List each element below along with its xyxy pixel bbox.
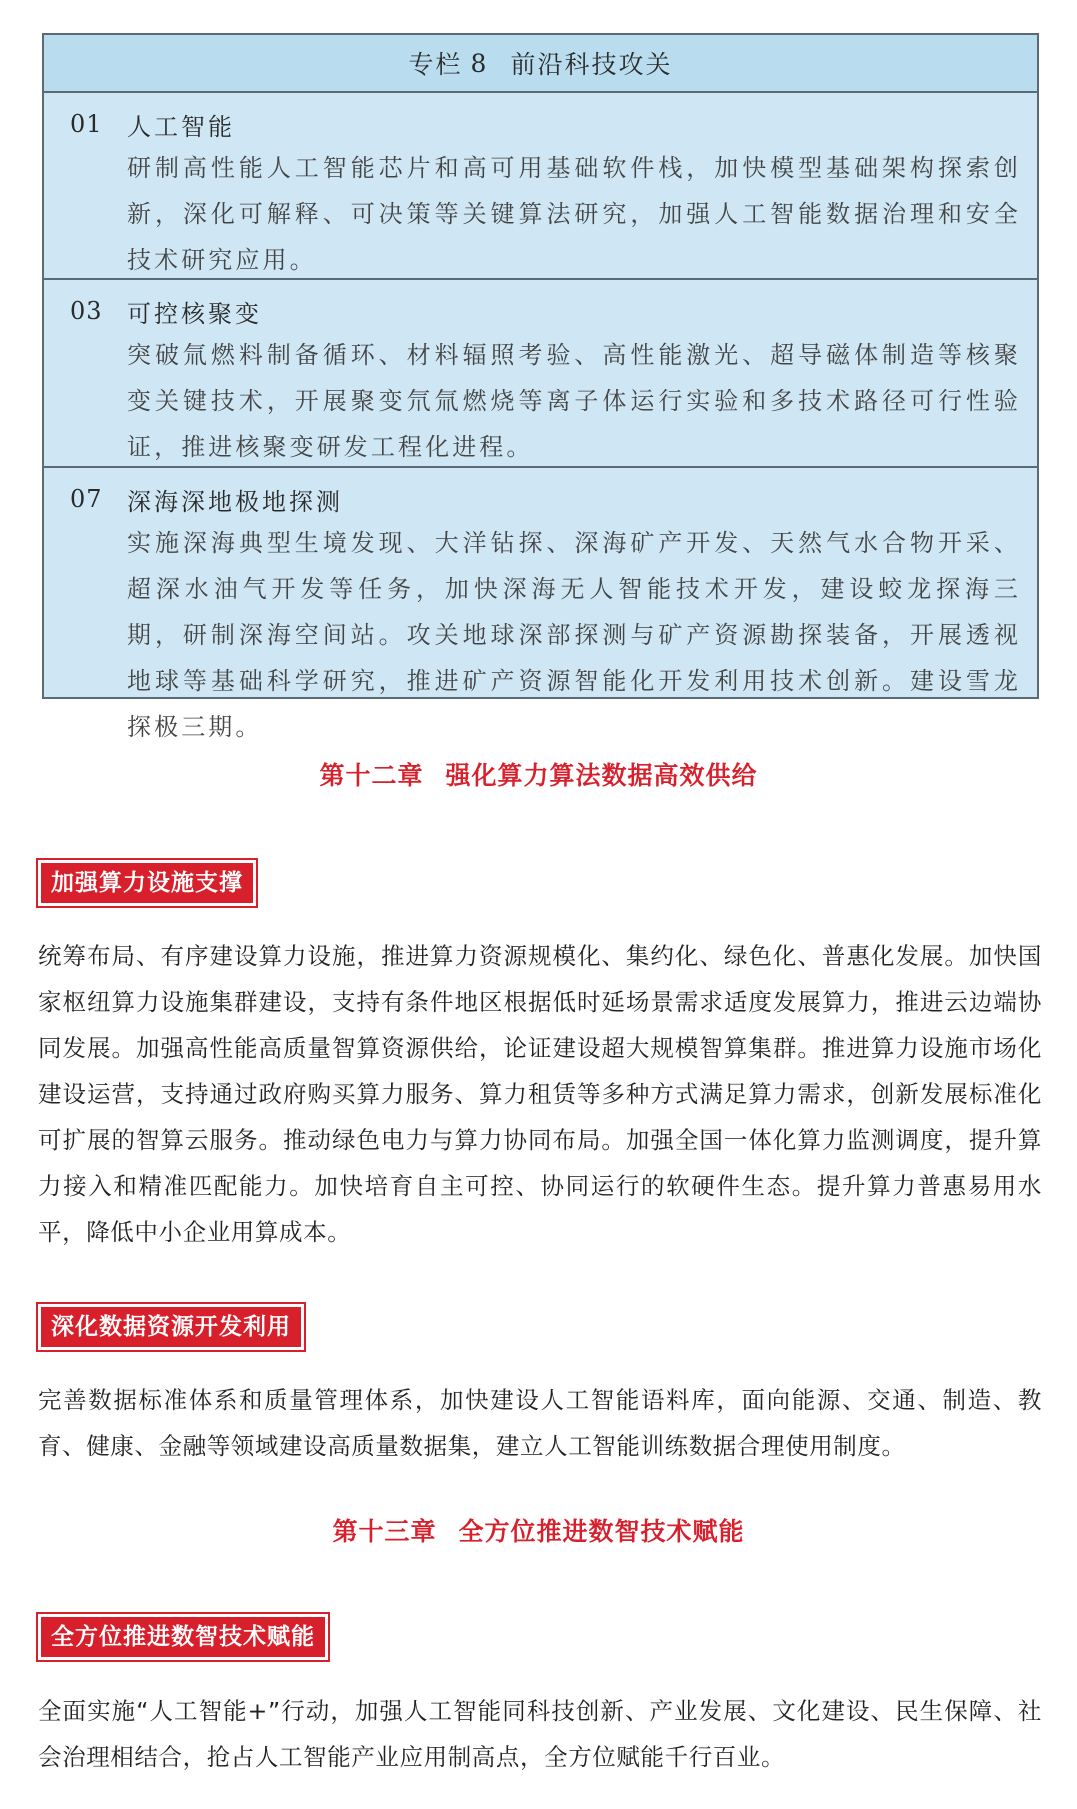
chapter-12-title: 强化算力算法数据高效供给: [445, 761, 758, 790]
chapter-12-heading: [0, 756, 1077, 792]
section-paragraph-computing: 统筹布局、有序建设算力设施，推进算力资源规模化、集约化、绿色化、普惠化发展。加快国家枢纽算力设施集群建设，支持有条件地区根据低时延场景需求适度发展算力，推进云边端协同发展。加强高性能高质量智算资源供给，论证建设超大规模智算集群。推进算力设施市场化建设运营，支持通过政府购买算力服务、算力租赁等多种方式满足算力需求，创新发展标准化可扩展的智算云服务。推动绿色电力与算力协同布局。加强全国一体化算力监测调度，提升算力接入和精准匹配能力。加快培育自主可控、协同运行的软硬件生态。提升算力普惠易用水平，降低中小企业用算成本。: [38, 942, 1042, 1246]
entry-title: 人工智能: [127, 112, 235, 141]
section-paragraph-data: 完善数据标准体系和质量管理体系，加快建设人工智能语料库，面向能源、交通、制造、教育、健康、金融等领域建设高质量数据集，建立人工智能训练数据合理使用制度。: [38, 1386, 1042, 1460]
column-box: [42, 33, 1039, 741]
column-entry-ai: [44, 93, 1037, 280]
column-box-title: 前沿科技攻关: [510, 50, 673, 79]
chapter-13-heading: [0, 1512, 1077, 1548]
entry-body: 研制高性能人工智能芯片和高可用基础软件栈，加快模型基础架构探索创新，深化可解释、可决策等关键算法研究，加强人工智能数据治理和安全技术研究应用。: [127, 154, 1021, 274]
entry-number: 01: [70, 110, 103, 138]
column-box-number: 8: [470, 48, 489, 78]
section-paragraph-empower: 全面实施“人工智能+”行动，加强人工智能同科技创新、产业发展、文化建设、民生保障、社会治理相结合，抢占人工智能产业应用制高点，全方位赋能千行百业。: [38, 1697, 1042, 1771]
chapter-13-label: 第十三章: [332, 1517, 437, 1546]
column-entry-deep-sea: [44, 468, 1037, 741]
column-box-header: [44, 35, 1037, 93]
section-tag-label: 全方位推进数智技术赋能: [41, 1617, 325, 1657]
chapter-13-title: 全方位推进数智技术赋能: [458, 1517, 745, 1546]
entry-title: 可控核聚变: [127, 299, 262, 328]
column-entry-fusion: [44, 280, 1037, 468]
chapter-12-label: 第十二章: [319, 761, 424, 790]
entry-number: 03: [70, 297, 103, 325]
section-tag-computing: [36, 858, 258, 908]
section-tag-empower: [36, 1612, 330, 1662]
section-tag-data: [36, 1302, 306, 1352]
section-tag-label: 加强算力设施支撑: [41, 863, 253, 903]
entry-body: 突破氚燃料制备循环、材料辐照考验、高性能激光、超导磁体制造等核聚变关键技术，开展聚变氘氚燃烧等离子体运行实验和多技术路径可行性验证，推进核聚变研发工程化进程。: [127, 341, 1021, 461]
entry-body: 实施深海典型生境发现、大洋钻探、深海矿产开发、天然气水合物开采、超深水油气开发等任务，加快深海无人智能技术开发，建设蛟龙探海三期，研制深海空间站。攻关地球深部探测与矿产资源勘探装备，开展透视地球等基础科学研究，推进矿产资源智能化开发利用技术创新。建设雪龙探极三期。: [127, 529, 1021, 741]
column-box-label: 专栏: [408, 50, 463, 79]
section-tag-label: 深化数据资源开发利用: [41, 1307, 301, 1347]
entry-title: 深海深地极地探测: [127, 487, 343, 516]
entry-number: 07: [70, 485, 103, 513]
